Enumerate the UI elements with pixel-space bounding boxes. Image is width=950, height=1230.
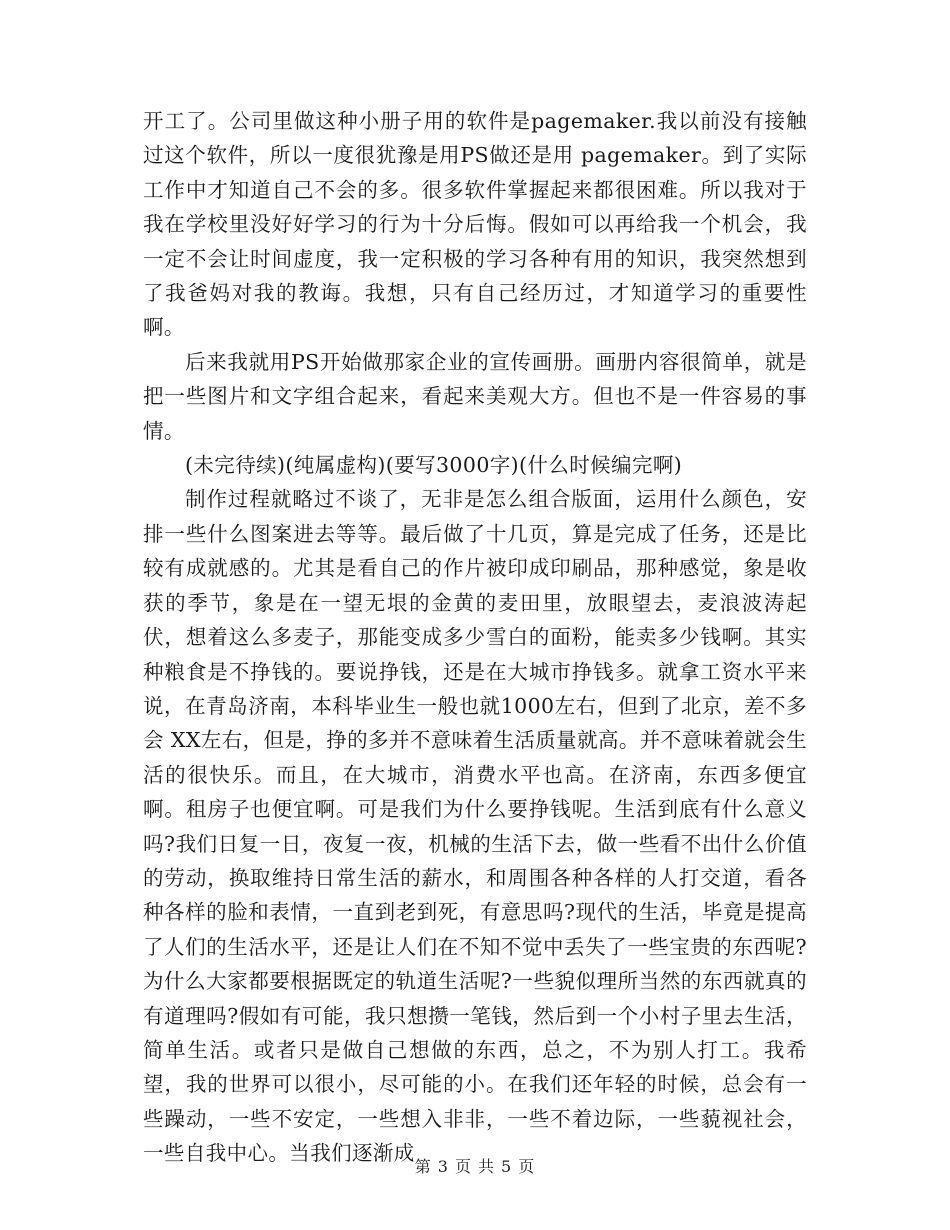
page-label-prefix: 第 <box>414 1157 432 1176</box>
document-body <box>143 104 807 1171</box>
page-label-suffix: 页 <box>518 1157 536 1176</box>
paragraph-4: 制作过程就略过不谈了，无非是怎么组合版面，运用什么颜色，安排一些什么图案进去等等。最后做了十几页，算是完成了任务，还是比较有成就感的。尤其是看自己的作片被印成印刷品，那种感觉，象是收获的季节，象是在一望无垠的金黄的麦田里，放眼望去，麦浪波涛起伏，想着这么多麦子，那能变成多少雪白的面粉，能卖多少钱啊。其实种粮食是不挣钱的。要说挣钱，还是在大城市挣钱多。就拿工资水平来说，在青岛济南，本科毕业生一般也就1000左右，但到了北京，差不多会 XX左右，但是，挣的多并不意味着生活质量就高。并不意味着就会生活的很快乐。而且，在大城市，消费水平也高。在济南，东西多便宜啊。租房子也便宜啊。可是我们为什么要挣钱呢。生活到底有什么意义吗?我们日复一日，夜复一夜，机械的生活下去，做一些看不出什么价值的劳动，换取维持日常生活的薪水，和周围各种各样的人打交道，看各种各样的脸和表情，一直到老到死，有意思吗?现代的生活，毕竟是提高了人们的生活水平，还是让人们在不知不觉中丢失了一些宝贵的东西呢?为什么大家都要根据既定的轨道生活呢?一些貌似理所当然的东西就真的有道理吗?假如有可能，我只想攒一笔钱，然后到一个小村子里去生活，简单生活。或者只是做自己想做的东西，总之，不为别人打工。我希望，我的世界可以很小，尽可能的小。在我们还年轻的时候，总会有一些躁动，一些不安定，一些想入非非，一些不着边际，一些藐视社会，一些自我中心。当我们逐渐成 <box>143 487 807 1166</box>
paragraph-1: 开工了。公司里做这种小册子用的软件是pagemaker.我以前没有接触过这个软件，所以一度很犹豫是用PS做还是用 pagemaker。到了实际工作中才知道自己不会的多。很多软件掌握起来都很困难。所以我对于我在学校里没好好学习的行为十分后悔。假如可以再给我一个机会，我一定不会让时间虚度，我一定积极的学习各种有用的知识，我突然想到了我爸妈对我的教诲。我想，只有自己经历过，才知道学习的重要性啊。 <box>143 109 807 340</box>
total-pages-number: 5 <box>501 1157 513 1176</box>
paragraph-2: 后来我就用PS开始做那家企业的宣传画册。画册内容很简单，就是把一些图片和文字组合起来，看起来美观大方。但也不是一件容易的事情。 <box>143 349 807 443</box>
page-footer <box>0 1154 950 1177</box>
page-label-mid: 页 共 <box>454 1157 496 1176</box>
paragraph-3: (未完待续)(纯属虚构)(要写3000字)(什么时候编完啊) <box>185 453 683 478</box>
current-page-number: 3 <box>437 1157 449 1176</box>
